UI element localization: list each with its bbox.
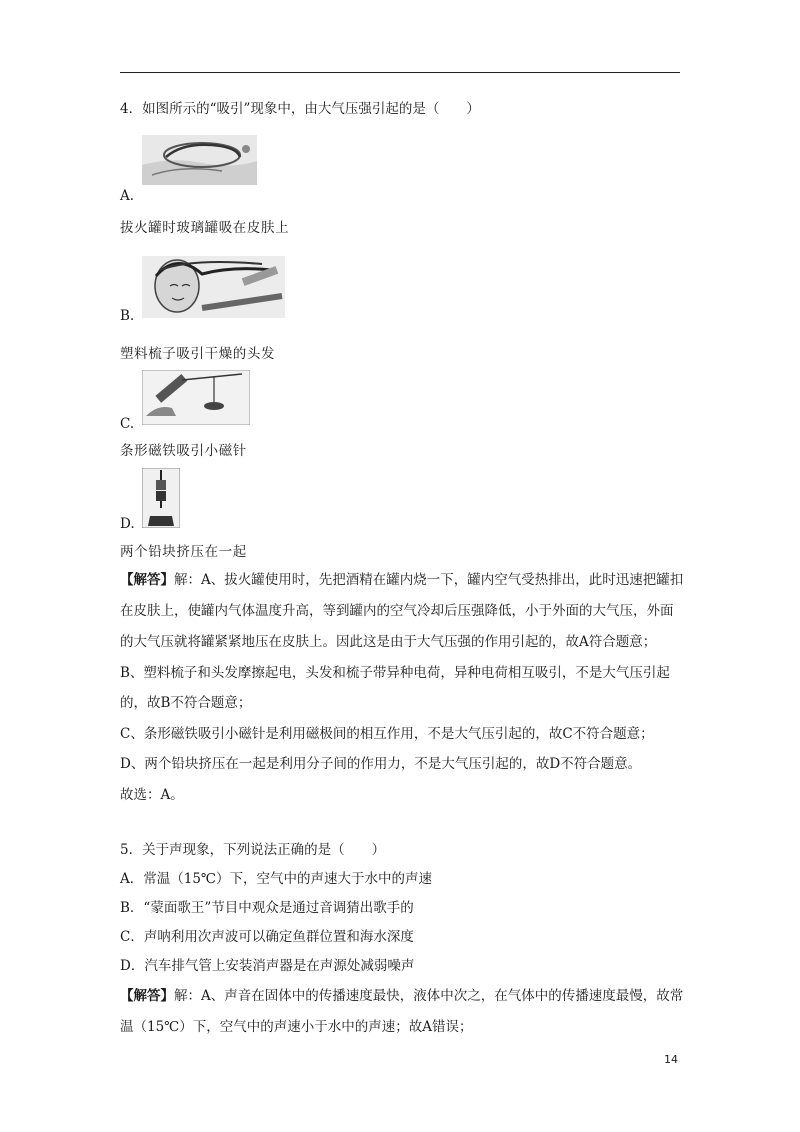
q4-option-c-caption: 条形磁铁吸引小磁针 — [120, 443, 247, 459]
q5-option-a: A．常温（15℃）下，空气中的声速大于水中的声速 — [120, 871, 433, 887]
magnet-needle-image — [142, 370, 250, 425]
comb-hair-image — [142, 256, 285, 318]
q4-answer-line-3: 的大气压就将罐紧紧地压在皮肤上。因此这是由于大气压强的作用引起的，故A符合题意； — [120, 634, 657, 650]
q4-option-d-caption: 两个铅块挤压在一起 — [120, 544, 247, 560]
q4-option-b-letter: B. — [120, 308, 135, 324]
q4-answer-line-4: B、塑料梳子和头发摩擦起电，头发和梳子带异种电荷，异种电荷相互吸引，不是大气压引起 — [120, 665, 670, 681]
q4-answer-line-2: 在皮肤上，使罐内气体温度升高，等到罐内的空气冷却后压强降低，小于外面的大气压，外面 — [120, 603, 674, 619]
q4-option-a-letter: A. — [120, 188, 135, 204]
q5-stem: 5．关于声现象，下列说法正确的是（ ） — [120, 842, 386, 858]
header-rule — [120, 72, 680, 73]
q4-option-b-caption: 塑料梳子吸引干燥的头发 — [120, 346, 276, 362]
q4-option-d-letter: D. — [120, 516, 135, 532]
lead-blocks-image — [142, 468, 180, 528]
q4-answer-tag: 【解答】 — [120, 572, 174, 588]
q4-option-c-letter: C. — [120, 416, 135, 432]
page-number: 14 — [664, 1053, 678, 1066]
q4-answer-line-8: 故选：A。 — [120, 787, 184, 803]
q4-answer-line-7: D、两个铅块挤压在一起是利用分子间的作用力，不是大气压引起的，故D不符合题意。 — [120, 756, 642, 772]
q5-answer-line-1: 【解答】解：A、声音在固体中的传播速度最快，液体中次之，在气体中的传播速度最慢，故常 — [120, 988, 684, 1004]
q4-answer-line-1: 【解答】解：A、拔火罐使用时，先把酒精在罐内烧一下，罐内空气受热排出，此时迅速把罐扣 — [120, 572, 684, 588]
q5-option-d: D．汽车排气管上安装消声器是在声源处减弱噪声 — [120, 958, 415, 974]
q4-answer-line-6: C、条形磁铁吸引小磁针是利用磁极间的相互作用，不是大气压引起的，故C不符合题意； — [120, 726, 654, 742]
q5-option-c: C．声呐利用次声波可以确定鱼群位置和海水深度 — [120, 929, 414, 945]
q4-stem: 4．如图所示的“吸引”现象中，由大气压强引起的是（ ） — [120, 101, 480, 117]
q4-answer-line-5: 的，故B不符合题意； — [120, 695, 252, 711]
q5-option-b: B．“蒙面歌王”节目中观众是通过音调猜出歌手的 — [120, 900, 414, 916]
q5-answer-tag: 【解答】 — [120, 988, 174, 1004]
q4-option-a-caption: 拔火罐时玻璃罐吸在皮肤上 — [120, 220, 290, 236]
cupping-image — [142, 135, 257, 185]
q5-answer-line-2: 温（15℃）下，空气中的声速小于水中的声速；故A错误； — [120, 1019, 473, 1035]
